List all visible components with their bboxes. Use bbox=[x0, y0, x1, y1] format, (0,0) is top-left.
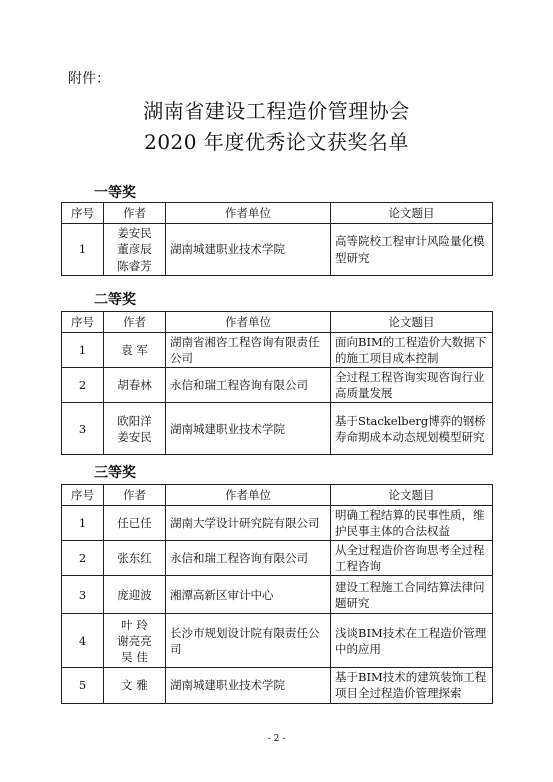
row-authors bbox=[104, 668, 166, 703]
document-title: 湖南省建设工程造价管理协会 bbox=[143, 99, 410, 123]
row-number: 4 bbox=[62, 614, 104, 668]
row-unit: 永信和瑞工程咨询有限公司 bbox=[166, 368, 331, 403]
header-unit: 作者单位 bbox=[166, 485, 331, 506]
header-author: 作者 bbox=[104, 203, 166, 224]
header-author: 作者 bbox=[104, 485, 166, 506]
row-number: 1 bbox=[62, 224, 104, 276]
section-label-second-prize: 二等奖 bbox=[94, 292, 136, 308]
row-number: 3 bbox=[62, 576, 104, 614]
row-paper-title: 浅谈BIM技术在工程造价管理中的应用 bbox=[331, 614, 493, 668]
attachment-label: 附件： bbox=[68, 71, 110, 87]
author-name: 董彦辰 bbox=[117, 242, 152, 257]
table-header-row bbox=[62, 485, 493, 506]
table-row bbox=[62, 576, 493, 614]
header-no: 序号 bbox=[62, 203, 104, 224]
header-author: 作者 bbox=[104, 312, 166, 333]
row-number: 5 bbox=[62, 668, 104, 703]
first-prize-table bbox=[61, 202, 493, 276]
row-number: 2 bbox=[62, 541, 104, 576]
author-name: 陈睿芳 bbox=[117, 258, 152, 273]
author-name: 姜安民 bbox=[117, 429, 152, 444]
author-name: 欧阳洋 bbox=[117, 413, 152, 428]
row-unit: 湘潭高新区审计中心 bbox=[166, 576, 331, 614]
table-row bbox=[62, 668, 493, 703]
row-number: 3 bbox=[62, 403, 104, 455]
section-label-third-prize: 三等奖 bbox=[94, 465, 136, 481]
row-authors bbox=[104, 403, 166, 455]
table-row bbox=[62, 368, 493, 403]
page-number: - 2 - bbox=[267, 734, 286, 744]
row-paper-title: 基于Stackelberg博弈的钢桥寿命期成本动态规划模型研究 bbox=[331, 403, 493, 455]
section-label-first-prize: 一等奖 bbox=[94, 185, 136, 201]
table-row bbox=[62, 541, 493, 576]
author-name: 文 雅 bbox=[121, 678, 148, 693]
table-row bbox=[62, 224, 493, 276]
row-unit: 永信和瑞工程咨询有限公司 bbox=[166, 541, 331, 576]
row-authors bbox=[104, 576, 166, 614]
row-authors bbox=[104, 541, 166, 576]
row-authors bbox=[104, 506, 166, 541]
header-unit: 作者单位 bbox=[166, 312, 331, 333]
row-unit: 湖南城建职业技术学院 bbox=[166, 403, 331, 455]
row-unit: 湖南大学设计研究院有限公司 bbox=[166, 506, 331, 541]
header-no: 序号 bbox=[62, 485, 104, 506]
row-authors bbox=[104, 333, 166, 368]
header-title: 论文题目 bbox=[331, 203, 493, 224]
table-header-row bbox=[62, 312, 493, 333]
table-row bbox=[62, 614, 493, 668]
row-unit: 湖南城建职业技术学院 bbox=[166, 668, 331, 703]
author-name: 姜安民 bbox=[117, 226, 152, 241]
table-row bbox=[62, 403, 493, 455]
second-prize-table bbox=[61, 311, 493, 455]
author-name: 庞迎波 bbox=[117, 587, 152, 602]
table-header-row bbox=[62, 203, 493, 224]
header-no: 序号 bbox=[62, 312, 104, 333]
row-authors bbox=[104, 614, 166, 668]
header-unit: 作者单位 bbox=[166, 203, 331, 224]
row-paper-title: 基于BIM技术的建筑装饰工程项目全过程造价管理探索 bbox=[331, 668, 493, 703]
table-row bbox=[62, 506, 493, 541]
author-name: 任已任 bbox=[117, 516, 152, 531]
third-prize-table bbox=[61, 484, 493, 704]
author-name: 胡春林 bbox=[117, 378, 152, 393]
row-number: 2 bbox=[62, 368, 104, 403]
author-name: 张东红 bbox=[117, 551, 152, 566]
table-row bbox=[62, 333, 493, 368]
header-title: 论文题目 bbox=[331, 485, 493, 506]
row-unit: 长沙市规划设计院有限责任公司 bbox=[166, 614, 331, 668]
row-unit: 湖南省湘咨工程咨询有限责任公司 bbox=[166, 333, 331, 368]
row-paper-title: 从全过程造价咨询思考全过程工程咨询 bbox=[331, 541, 493, 576]
header-title: 论文题目 bbox=[331, 312, 493, 333]
author-name: 叶 玲 bbox=[121, 617, 148, 632]
row-number: 1 bbox=[62, 506, 104, 541]
row-authors bbox=[104, 368, 166, 403]
author-name: 吴 佳 bbox=[121, 649, 148, 664]
row-paper-title: 高等院校工程审计风险量化模型研究 bbox=[331, 224, 493, 276]
row-unit: 湖南城建职业技术学院 bbox=[166, 224, 331, 276]
author-name: 谢亮亮 bbox=[117, 633, 152, 648]
row-authors bbox=[104, 224, 166, 276]
row-paper-title: 面向BIM的工程造价大数据下的施工项目成本控制 bbox=[331, 333, 493, 368]
row-paper-title: 明确工程结算的民事性质，维护民事主体的合法权益 bbox=[331, 506, 493, 541]
row-paper-title: 全过程工程咨询实现咨询行业高质量发展 bbox=[331, 368, 493, 403]
row-paper-title: 建设工程施工合同结算法律问题研究 bbox=[331, 576, 493, 614]
row-number: 1 bbox=[62, 333, 104, 368]
author-name: 袁 军 bbox=[121, 343, 148, 358]
document-subtitle: 2020 年度优秀论文获奖名单 bbox=[144, 130, 409, 154]
